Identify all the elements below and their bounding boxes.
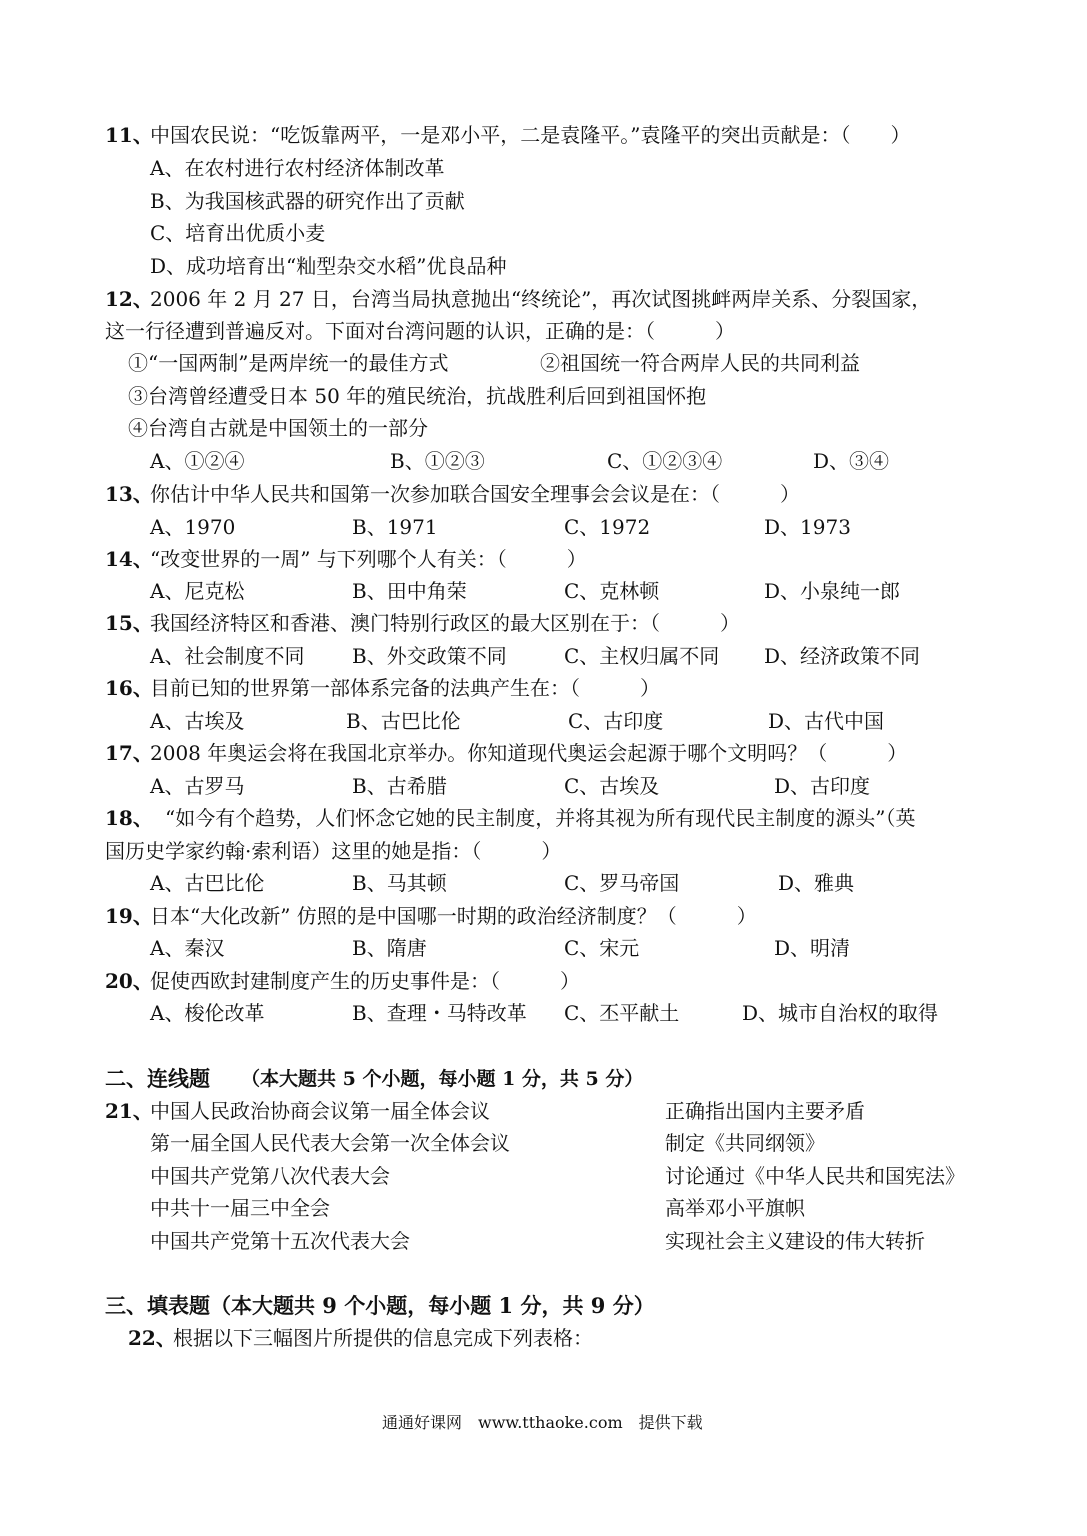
match-left-item: 第一届全国人民代表大会第一次全体会议: [150, 1131, 510, 1155]
question-number: 20、: [105, 969, 153, 993]
option-b: B、1971: [352, 515, 438, 539]
question-stem: 目前已知的世界第一部体系完备的法典产生在：（ ）: [150, 676, 660, 700]
option-d: D、1973: [764, 515, 851, 539]
option-b: B、田中角荣: [352, 579, 467, 603]
option-c: C、培育出优质小麦: [150, 221, 326, 245]
page-footer: 通通好课网 www.tthaoke.com 提供下载: [382, 1413, 703, 1432]
option-a: A、秦汉: [150, 936, 225, 960]
match-left-item: 中国共产党第十五次代表大会: [150, 1229, 410, 1253]
statement-4: ④台湾自古就是中国领土的一部分: [128, 416, 428, 440]
question-number: 15、: [105, 611, 153, 635]
statement-1: ①“一国两制”是两岸统一的最佳方式: [128, 351, 449, 375]
question-stem: 我国经济特区和香港、澳门特别行政区的最大区别在于：（ ）: [150, 611, 740, 635]
option-b: B、外交政策不同: [352, 644, 507, 668]
question-stem: 促使西欧封建制度产生的历史事件是：（ ）: [150, 969, 580, 993]
question-stem: “改变世界的一周” 与下列哪个人有关：（ ）: [150, 547, 587, 571]
question-stem: 2006 年 2 月 27 日，台湾当局执意抛出“终统论”，再次试图挑衅两岸关系、分裂国家，: [150, 287, 932, 311]
question-stem: 你估计中华人民共和国第一次参加联合国安全理事会会议是在：（ ）: [150, 482, 800, 506]
option-a: A、1970: [150, 515, 236, 539]
option-c: C、罗马帝国: [564, 871, 680, 895]
option-b: B、查理・马特改革: [352, 1001, 527, 1025]
question-number: 16、: [105, 676, 153, 700]
option-a: A、古巴比伦: [150, 871, 265, 895]
option-a: A、①②④: [150, 449, 245, 473]
question-stem: 根据以下三幅图片所提供的信息完成下列表格：: [173, 1326, 593, 1350]
match-left-item: 中国人民政治协商会议第一届全体会议: [150, 1099, 490, 1123]
question-number: 11、: [105, 123, 153, 147]
option-c: C、克林顿: [564, 579, 660, 603]
option-c: C、①②③④: [607, 449, 723, 473]
option-b: B、马其顿: [352, 871, 447, 895]
question-number: 14、: [105, 547, 153, 571]
match-right-item: 制定《共同纲领》: [665, 1131, 825, 1155]
question-number: 12、: [105, 287, 153, 311]
option-a: A、社会制度不同: [150, 644, 305, 668]
option-c: C、古印度: [568, 709, 664, 733]
option-d: D、古印度: [774, 774, 871, 798]
option-d: D、经济政策不同: [764, 644, 921, 668]
section-title: 二、连线题: [105, 1066, 210, 1091]
statement-3: ③台湾曾经遭受日本 50 年的殖民统治，抗战胜利后回到祖国怀抱: [128, 384, 707, 408]
question-stem: 2008 年奥运会将在我国北京举办。你知道现代奥运会起源于哪个文明吗？（ ）: [150, 741, 908, 765]
option-d: D、城市自治权的取得: [742, 1001, 939, 1025]
option-b: B、古希腊: [352, 774, 447, 798]
question-stem: 中国农民说：“吃饭靠两平，一是邓小平，二是袁隆平。”袁隆平的突出贡献是：（ ）: [150, 123, 911, 147]
option-d: D、成功培育出“籼型杂交水稻”优良品种: [150, 254, 507, 278]
question-stem-continued: 国历史学家约翰·索利语）这里的她是指：（ ）: [105, 839, 562, 863]
match-right-item: 高举邓小平旗帜: [665, 1196, 805, 1220]
option-b: B、为我国核武器的研究作出了贡献: [150, 189, 465, 213]
question-stem: 日本“大化改新” 仿照的是中国哪一时期的政治经济制度？（ ）: [150, 904, 757, 928]
section-3-heading: 三、填表题（本大题共 9 个小题，每小题 1 分，共 9 分）: [105, 1293, 655, 1318]
match-left-item: 中共十一届三中全会: [150, 1196, 330, 1220]
match-right-item: 实现社会主义建设的伟大转折: [665, 1229, 925, 1253]
question-number: 19、: [105, 904, 153, 928]
question-number: 21、: [105, 1099, 153, 1123]
option-a: A、在农村进行农村经济体制改革: [150, 156, 445, 180]
option-b: B、古巴比伦: [346, 709, 461, 733]
match-right-item: 讨论通过《中华人民共和国宪法》: [665, 1164, 965, 1188]
option-d: D、明清: [774, 936, 851, 960]
option-c: C、丕平献土: [564, 1001, 680, 1025]
option-d: D、古代中国: [768, 709, 885, 733]
match-left-item: 中国共产党第八次代表大会: [150, 1164, 390, 1188]
section-note: （本大题共 5 个小题，每小题 1 分，共 5 分）: [241, 1068, 644, 1090]
option-d: D、雅典: [778, 871, 855, 895]
match-right-item: 正确指出国内主要矛盾: [665, 1099, 865, 1123]
question-number: 18、: [105, 806, 153, 830]
option-c: C、主权归属不同: [564, 644, 720, 668]
option-a: A、尼克松: [150, 579, 245, 603]
option-c: C、宋元: [564, 936, 640, 960]
question-number: 13、: [105, 482, 153, 506]
option-d: D、小泉纯一郎: [764, 579, 901, 603]
question-stem: “如今有个趋势，人们怀念它她的民主制度，并将其视为所有现代民主制度的源头”（英: [165, 806, 916, 830]
question-number: 22、: [128, 1326, 176, 1350]
option-b: B、隋唐: [352, 936, 427, 960]
statement-2: ②祖国统一符合两岸人民的共同利益: [540, 351, 860, 375]
option-b: B、①②③: [390, 449, 485, 473]
option-a: A、古埃及: [150, 709, 245, 733]
option-c: C、古埃及: [564, 774, 660, 798]
question-stem-continued: 这一行径遭到普遍反对。下面对台湾问题的认识，正确的是：（ ）: [105, 319, 735, 343]
option-c: C、1972: [564, 515, 651, 539]
option-d: D、③④: [813, 449, 890, 473]
option-a: A、古罗马: [150, 774, 245, 798]
option-a: A、梭伦改革: [150, 1001, 265, 1025]
question-number: 17、: [105, 741, 153, 765]
